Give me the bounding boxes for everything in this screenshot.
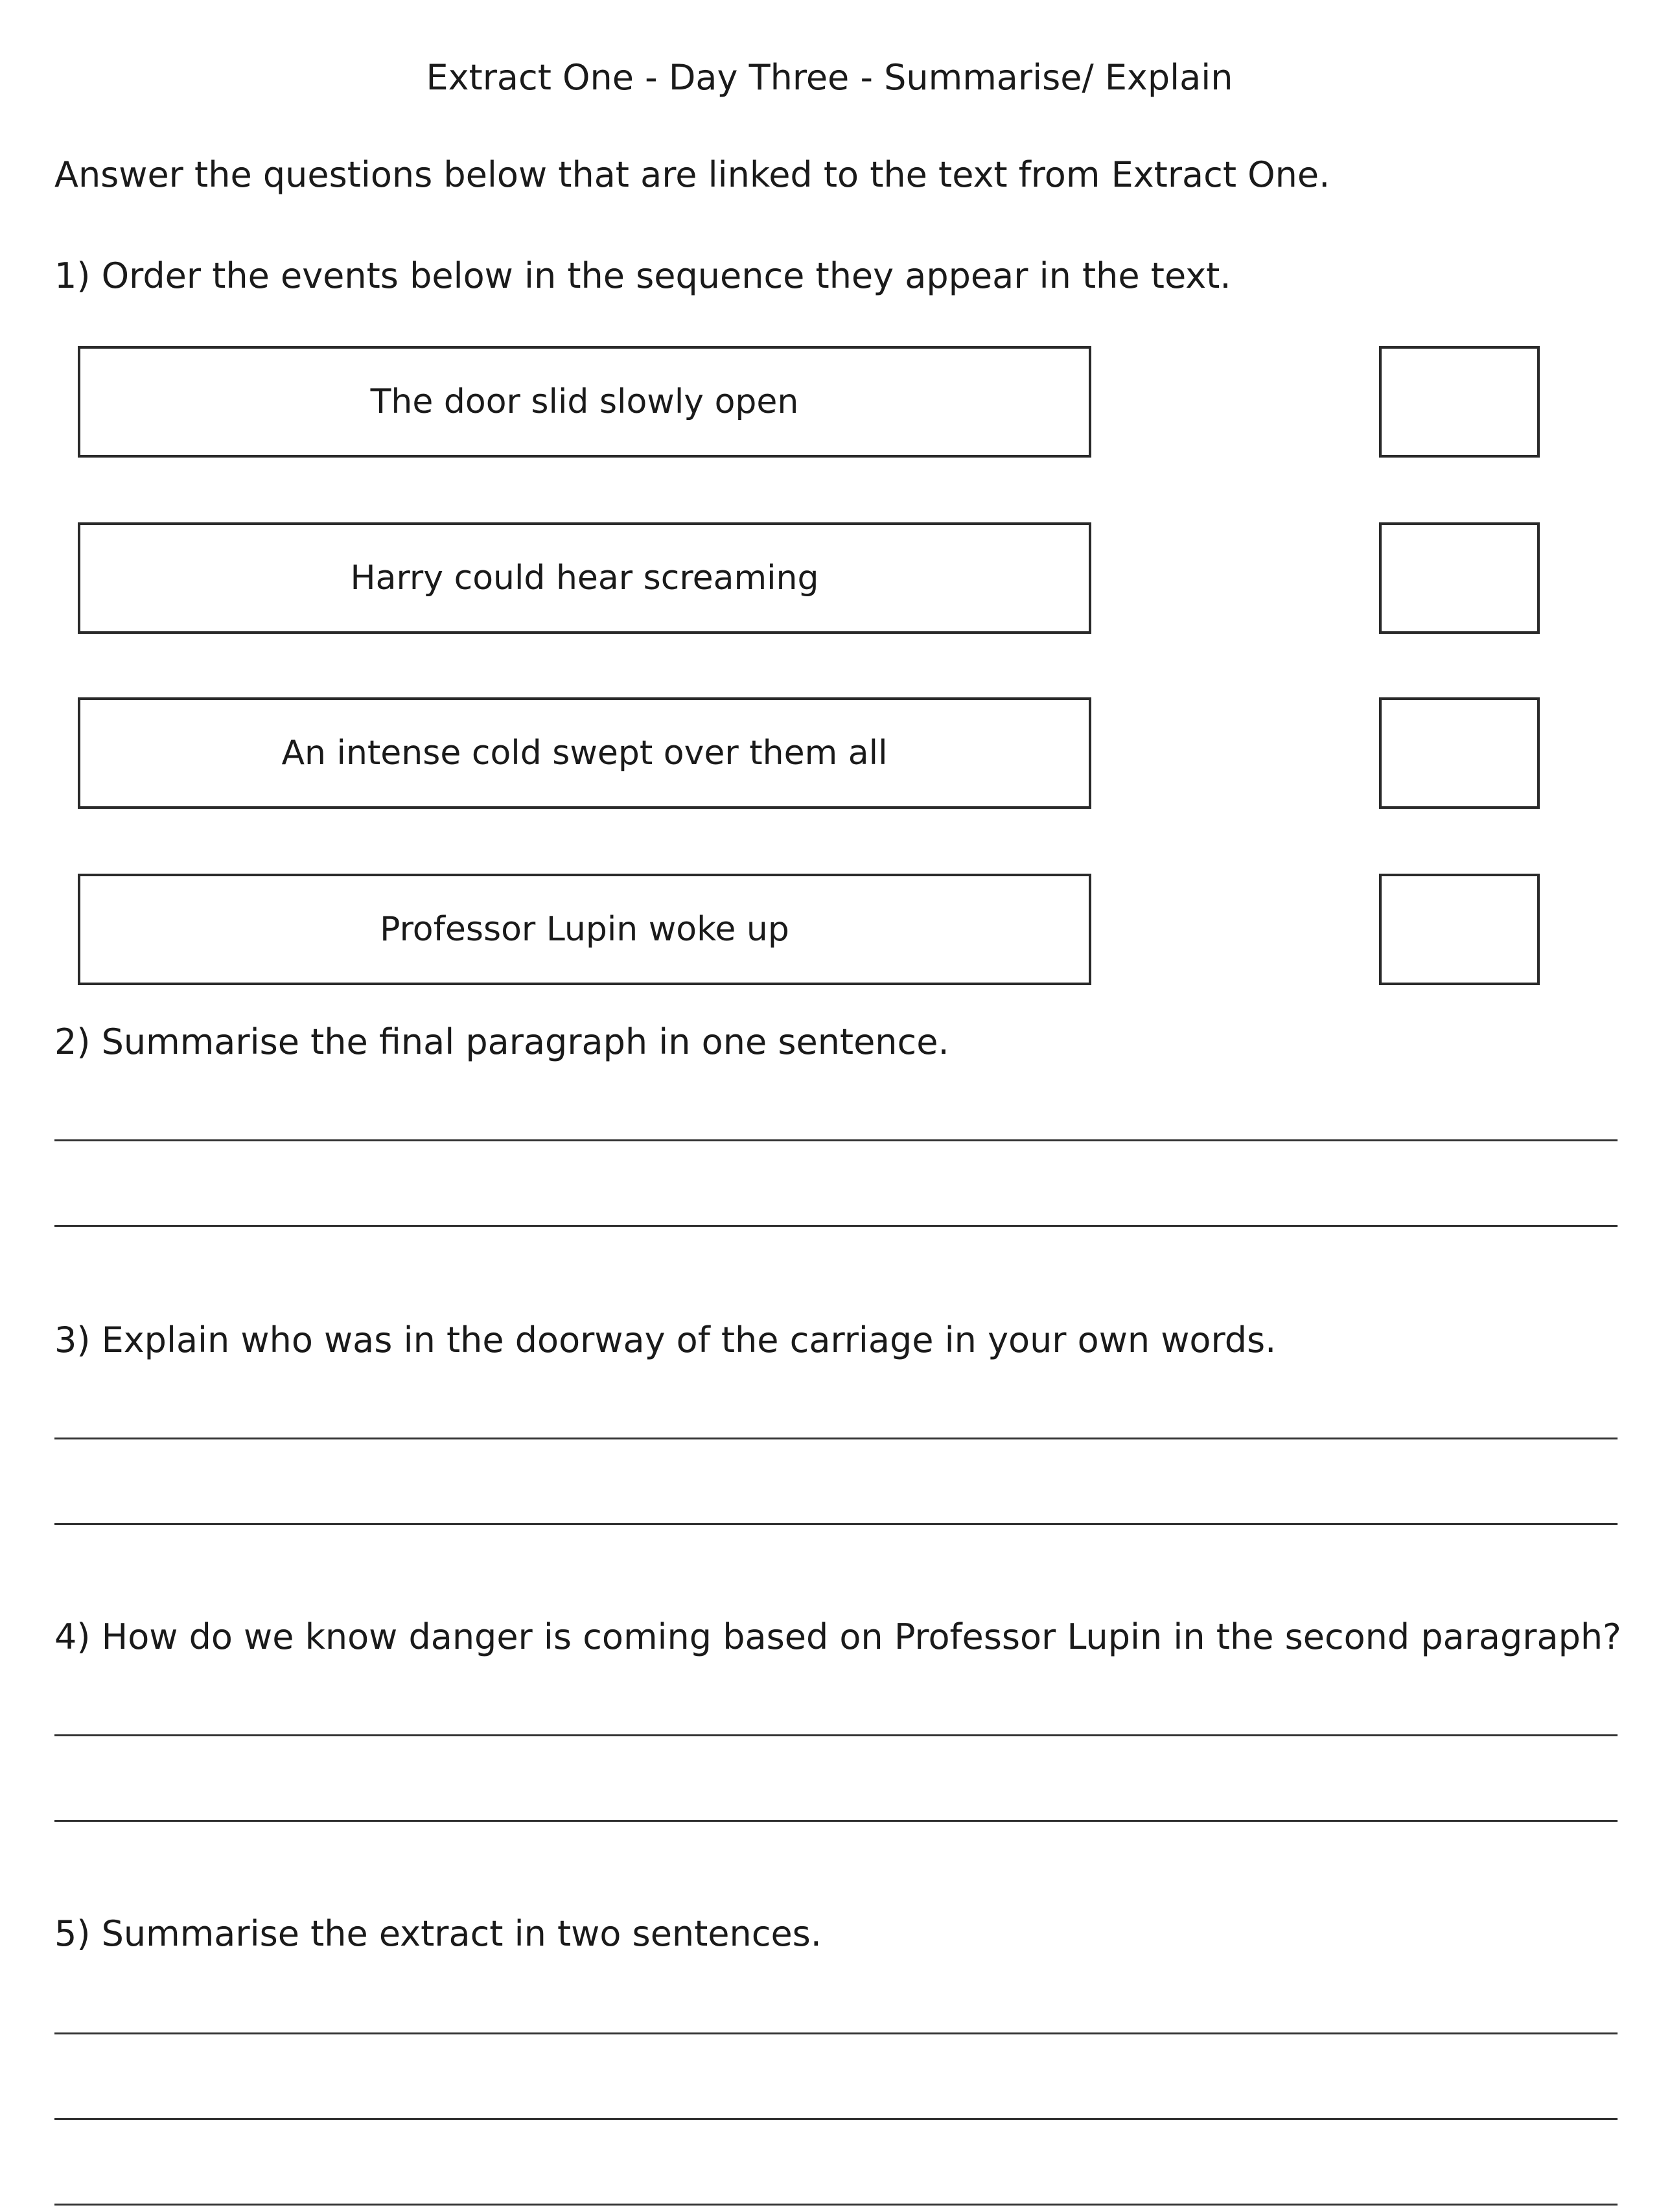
answer-line[interactable] <box>54 1523 1618 1525</box>
order-answer-box-3[interactable] <box>1379 697 1540 809</box>
answer-line[interactable] <box>54 2118 1618 2120</box>
order-answer-box-4[interactable] <box>1379 874 1540 985</box>
event-box-1: The door slid slowly open <box>78 346 1091 458</box>
order-answer-box-2[interactable] <box>1379 522 1540 634</box>
page-title: Extract One - Day Three - Summarise/ Explain <box>426 57 1233 98</box>
answer-line[interactable] <box>54 2032 1618 2034</box>
question-3-label: 3) Explain who was in the doorway of the carriage in your own words. <box>54 1320 1277 1360</box>
answer-line[interactable] <box>54 1438 1618 1439</box>
order-answer-box-1[interactable] <box>1379 346 1540 458</box>
question-1-label: 1) Order the events below in the sequence they appear in the text. <box>54 255 1231 296</box>
event-box-2: Harry could hear screaming <box>78 522 1091 634</box>
answer-line[interactable] <box>54 1820 1618 1822</box>
answer-line[interactable] <box>54 1139 1618 1141</box>
event-box-3: An intense cold swept over them all <box>78 697 1091 809</box>
answer-line[interactable] <box>54 2204 1618 2206</box>
instructions-text: Answer the questions below that are linked to the text from Extract One. <box>54 154 1330 195</box>
question-2-label: 2) Summarise the final paragraph in one sentence. <box>54 1021 949 1062</box>
event-box-4: Professor Lupin woke up <box>78 874 1091 985</box>
question-4-label: 4) How do we know danger is coming based on Professor Lupin in the second paragraph? <box>54 1616 1621 1657</box>
question-5-label: 5) Summarise the extract in two sentences. <box>54 1913 822 1954</box>
answer-line[interactable] <box>54 1225 1618 1227</box>
answer-line[interactable] <box>54 1734 1618 1736</box>
